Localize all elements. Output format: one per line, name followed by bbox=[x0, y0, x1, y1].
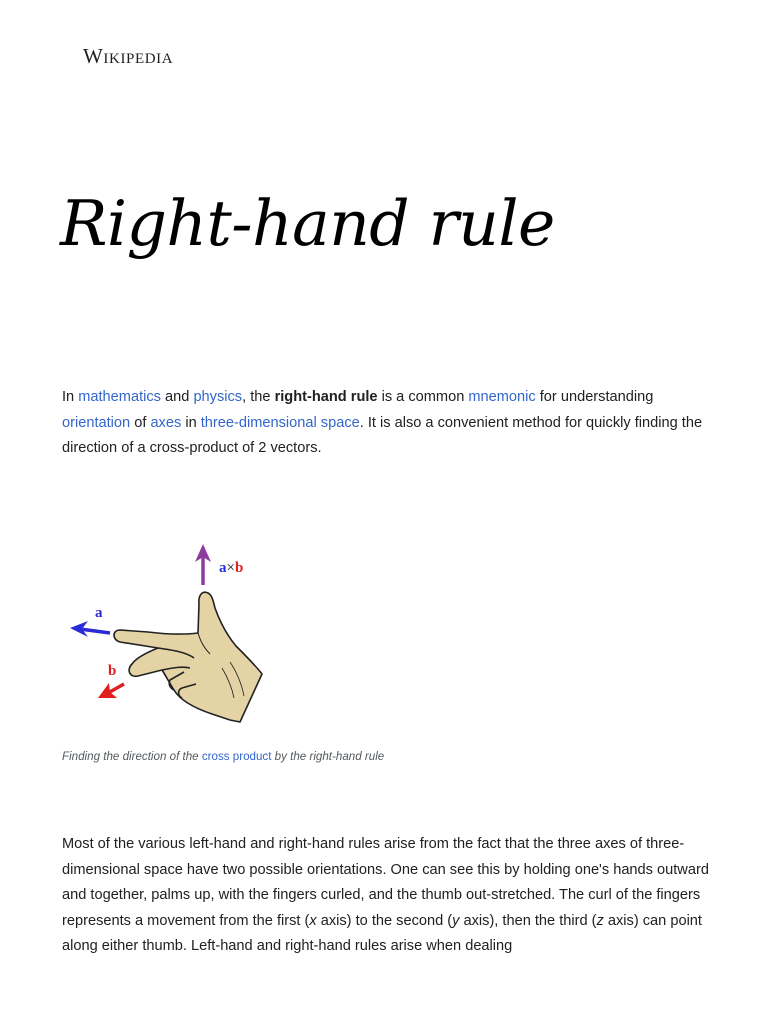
intro-text: In bbox=[62, 389, 79, 405]
body-text: axis) can point along either thumb. Left-hand and right-hand rules arise when dealing bbox=[62, 912, 702, 954]
body-text: axis), then the third ( bbox=[459, 912, 597, 929]
caption-text: Finding the direction of the bbox=[62, 750, 202, 763]
intro-text: in bbox=[181, 414, 201, 431]
intro-text: , the bbox=[242, 389, 275, 405]
figure-caption bbox=[62, 750, 384, 763]
intro-text: and bbox=[160, 389, 194, 405]
link-cross-product[interactable]: cross product bbox=[201, 750, 272, 763]
link-three-dimensional-space[interactable]: three-dimensional space bbox=[200, 414, 360, 431]
intro-text: is a common bbox=[377, 389, 469, 405]
link-axes[interactable]: axes bbox=[150, 414, 182, 431]
intro-text: of bbox=[130, 414, 151, 431]
caption-text: by the right-hand rule bbox=[271, 750, 385, 763]
label-b: b bbox=[108, 663, 117, 679]
label-a: a bbox=[95, 605, 103, 621]
var-y: y bbox=[452, 912, 460, 929]
bold-term: right-hand rule bbox=[274, 389, 378, 405]
right-hand-rule-figure[interactable] bbox=[62, 538, 272, 728]
wikipedia-logo[interactable]: Wikipedia bbox=[83, 44, 174, 68]
var-z: z bbox=[596, 912, 604, 929]
body-text: Most of the various left-hand and right-hand rules arise from the fact that the three axes of three-dimensional space have two possible orientations. One can see this by holding one's hands outward and together, palms up, with the fingers curled, and the thumb out-stretched. The curl of the fingers represents a movement from the first ( bbox=[62, 836, 709, 929]
b-arrow-icon bbox=[98, 683, 124, 698]
link-mnemonic[interactable]: mnemonic bbox=[468, 389, 536, 405]
var-x: x bbox=[309, 912, 317, 929]
link-orientation[interactable]: orientation bbox=[62, 414, 131, 431]
intro-paragraph bbox=[62, 385, 712, 462]
hand-illustration bbox=[114, 592, 262, 722]
label-axb-a: a bbox=[219, 560, 227, 576]
a-arrow-icon bbox=[70, 621, 110, 637]
axb-arrow-icon bbox=[195, 544, 211, 585]
intro-text: for understanding bbox=[535, 389, 654, 405]
body-paragraph bbox=[62, 832, 712, 960]
label-a-cross-b bbox=[219, 560, 243, 576]
link-physics[interactable]: physics bbox=[193, 389, 243, 405]
label-axb-times: × bbox=[226, 560, 235, 576]
link-mathematics[interactable]: mathematics bbox=[78, 389, 161, 405]
intro-text: . It is also a convenient method for quickly finding the direction of a cross-product of 2 vectors. bbox=[62, 414, 703, 456]
label-axb-b: b bbox=[234, 560, 244, 576]
page-title: Right-hand rule bbox=[60, 187, 555, 260]
body-text: axis) to the second ( bbox=[316, 912, 453, 929]
